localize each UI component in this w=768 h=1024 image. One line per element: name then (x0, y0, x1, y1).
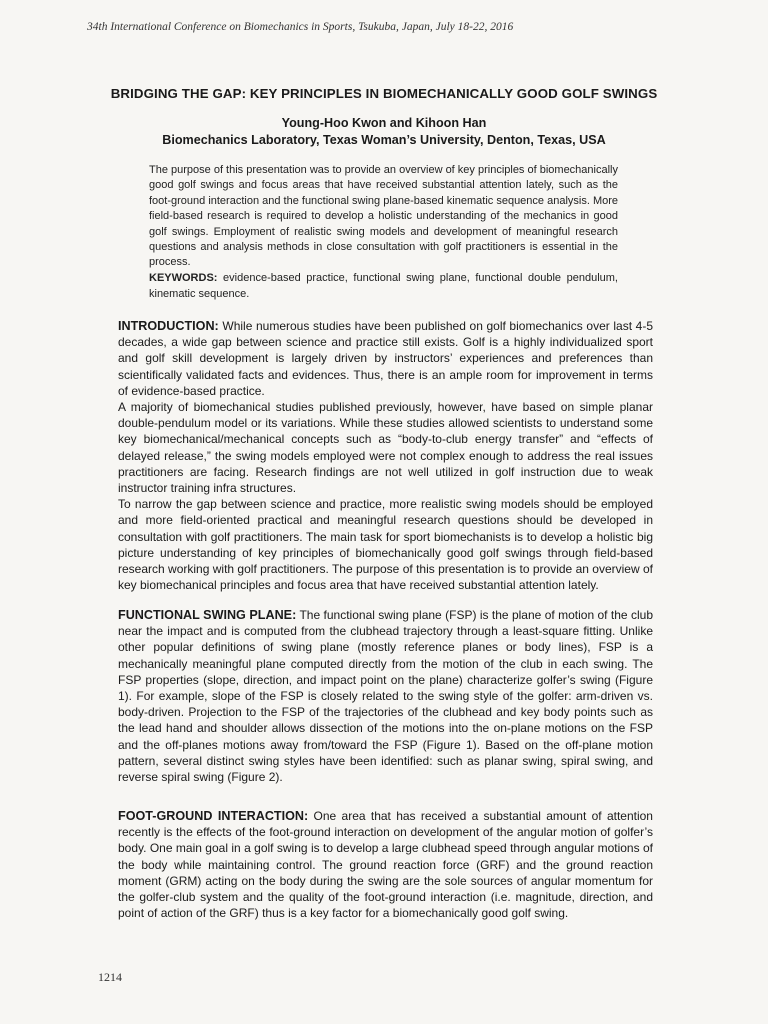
section-heading: FOOT-GROUND INTERACTION: (118, 809, 309, 823)
section-functional-swing-plane (118, 607, 653, 785)
abstract: The purpose of this presentation was to provide an overview of key principles of biomechanically good golf swings and focus areas that have received substantial attention lately, such as the foot-ground interaction and the functional swing plane-based kinematic sequence analysis. More field-based research is required to develop a holistic understanding of the mechanics in good golf swings. Employment of realistic swing models and development of meaningful research questions and analysis methods in close consultation with golf practitioners is essential in the process. (149, 164, 619, 269)
paper-title: BRIDGING THE GAP: KEY PRINCIPLES IN BIOMECHANICALLY GOOD GOLF SWINGS (110, 86, 658, 101)
intro-paragraph-3: To narrow the gap between science and practice, more realistic swing models should be employed and more field-oriented practical and meaningful research questions should be developed in consultation with golf practitioners. The main task for sport biomechanists is to develop a holistic big picture understanding of key principles of biomechanically good golf swings through field-based research working with golf practitioners. The purpose of this presentation is to provide an overview of key biomechanical principles and focus area that have received substantial attention lately. (118, 497, 653, 593)
intro-paragraph-1 (118, 318, 653, 399)
keywords (149, 270, 618, 302)
affiliation: Biomechanics Laboratory, Texas Woman’s University, Denton, Texas, USA (162, 133, 606, 147)
intro-paragraph-2: A majority of biomechanical studies published previously, however, have based on simple planar double-pendulum model or its variations. While these studies allowed scientists to understand some key biomechanical/mechanical concepts such as “body-to-club energy transfer” and “effects of delayed release,” the swing models employed were not complex enough to address the real issues practitioners are facing. Research findings are not well utilized in golf instruction due to weak instructor training infra structures. (118, 400, 653, 496)
paragraph-text: The functional swing plane (FSP) is the plane of motion of the club near the impact and is computed from the clubhead trajectory through a least-square fitting. Unlike other popular definitions of swing plane (mostly reference planes or body lines), FSP is a mechanically meaningful plane computed directly from the motion of the club in each swing. The FSP properties (slope, direction, and impact point on the plane) characterize golfer’s swing (Figure 1). For example, slope of the FSP is closely related to the swing style of the golfer: arm-driven vs. body-driven. Projection to the FSP of the trajectories of the clubhead and key body points such as the lead hand and shoulder allows dissection of the motions into the on-plane motions on the FSP and the off-planes motions away from/toward the FSP (Figure 1). Based on the off-plane motion pattern, several distinct swing styles have been identified: such as planar swing, spiral swing, and reverse spiral swing (Figure 2). (118, 608, 653, 785)
page-number: 1214 (98, 970, 122, 984)
fsp-paragraph (118, 607, 653, 785)
author-names: Young-Hoo Kwon and Kihoon Han (281, 116, 487, 130)
paragraph-text: While numerous studies have been published on golf biomechanics over last 4-5 decades, a wide gap between science and practice still exists. Golf is a highly individualized sport and golf skill development is largely driven by instructors’ experiences and preferences than scientifically validated facts and evidences. Thus, there is an ample room for improvement in terms of evidence-based practice. (118, 319, 653, 398)
section-heading: INTRODUCTION: (118, 319, 219, 333)
keywords-label: KEYWORDS: (149, 272, 218, 284)
keywords-text: evidence-based practice, functional swing plane, functional double pendulum, kinematic sequence. (149, 272, 618, 300)
section-introduction (118, 318, 653, 593)
author-block (0, 115, 768, 149)
section-heading: FUNCTIONAL SWING PLANE: (118, 608, 297, 622)
fgi-paragraph (118, 808, 653, 921)
section-foot-ground-interaction (118, 808, 653, 921)
conference-header: 34th International Conference on Biomechanics in Sports, Tsukuba, Japan, July 18-22, 2016 (87, 21, 514, 33)
paragraph-text: One area that has received a substantial amount of attention recently is the effects of the foot-ground interaction on development of the angular motion of golfer’s body. One main goal in a golf swing is to develop a large clubhead speed through angular motions of the body while maintaining control. The ground reaction force (GRF) and the ground reaction moment (GRM) acting on the body during the swing are the sole sources of angular momentum for the golfer-club system and the quality of the foot-ground interaction (i.e. magnitude, direction, and point of action of the GRF) thus is a key factor for a biomechanically good golf swing. (118, 809, 653, 921)
